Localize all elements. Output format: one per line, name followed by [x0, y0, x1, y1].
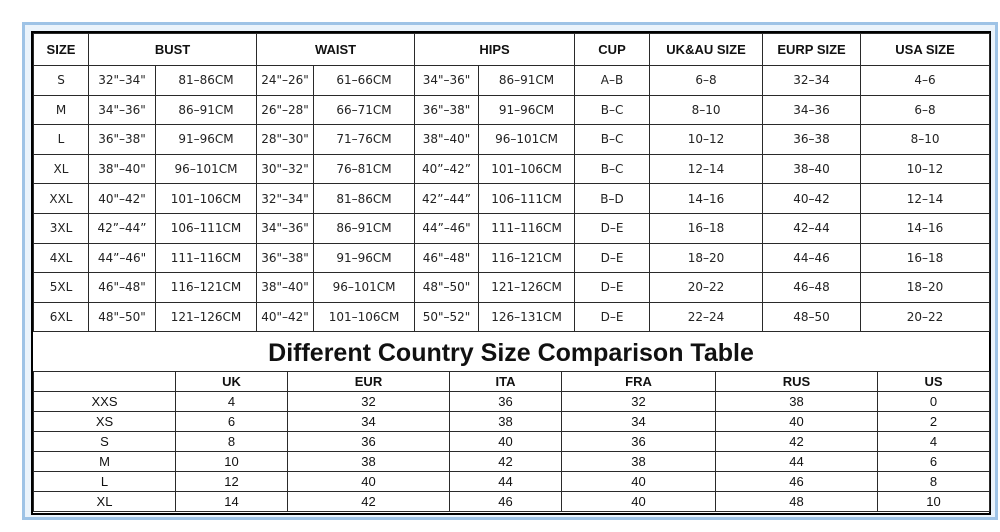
table-cell: 36"–38" — [415, 95, 479, 125]
size-header-cell: HIPS — [415, 34, 575, 66]
table-cell: S — [34, 432, 176, 452]
table-cell: 111–116CM — [479, 213, 575, 243]
table-cell: 38"–40" — [89, 154, 156, 184]
country-size-comparison-table — [33, 371, 990, 512]
table-row — [34, 302, 990, 332]
comparison-header-cell: FRA — [562, 372, 716, 392]
table-row — [34, 213, 990, 243]
table-cell: 48"–50" — [415, 273, 479, 303]
table-cell: 121–126CM — [479, 273, 575, 303]
comparison-header-cell: UK — [176, 372, 288, 392]
table-cell: 42–44 — [763, 213, 861, 243]
table-row — [34, 95, 990, 125]
table-cell: 44 — [450, 472, 562, 492]
table-cell: L — [34, 125, 89, 155]
table-cell: A–B — [575, 66, 650, 96]
table-cell: 36 — [450, 392, 562, 412]
size-header-cell: BUST — [89, 34, 257, 66]
size-header-cell: SIZE — [34, 34, 89, 66]
table-cell: 40 — [450, 432, 562, 452]
size-header-cell: WAIST — [257, 34, 415, 66]
table-cell: 36 — [288, 432, 450, 452]
table-cell: 4 — [176, 392, 288, 412]
table-cell: 106–111CM — [479, 184, 575, 214]
table-row — [34, 452, 990, 472]
table-cell: 24"–26" — [257, 66, 314, 96]
table-cell: 101–106CM — [156, 184, 257, 214]
table-cell: 2 — [878, 412, 990, 432]
table-cell: 18–20 — [861, 273, 990, 303]
table-cell: 12–14 — [861, 184, 990, 214]
table-cell: 16–18 — [650, 213, 763, 243]
table-cell: B–C — [575, 125, 650, 155]
table-row — [34, 392, 990, 412]
size-header-row — [34, 34, 990, 66]
table-cell: 4–6 — [861, 66, 990, 96]
table-cell: 8–10 — [650, 95, 763, 125]
table-cell: 40 — [562, 492, 716, 512]
comparison-title: Different Country Size Comparison Table — [268, 339, 754, 367]
size-header-cell: UK&AU SIZE — [650, 34, 763, 66]
table-cell: 38 — [450, 412, 562, 432]
table-row — [34, 273, 990, 303]
table-cell: 14–16 — [650, 184, 763, 214]
table-cell: 42 — [716, 432, 878, 452]
table-cell: 116–121CM — [479, 243, 575, 273]
comparison-header-cell: EUR — [288, 372, 450, 392]
table-cell: 6 — [176, 412, 288, 432]
table-cell: 12–14 — [650, 154, 763, 184]
table-cell: 20–22 — [861, 302, 990, 332]
table-cell: 40 — [716, 412, 878, 432]
table-cell: 38 — [288, 452, 450, 472]
table-cell: 10–12 — [861, 154, 990, 184]
table-cell: 44”–46" — [89, 243, 156, 273]
table-cell: 61–66CM — [314, 66, 415, 96]
table-cell: XL — [34, 154, 89, 184]
table-cell: 86–91CM — [156, 95, 257, 125]
table-cell: XXS — [34, 392, 176, 412]
table-row — [34, 66, 990, 96]
table-cell: 32"–34" — [89, 66, 156, 96]
table-cell: B–C — [575, 95, 650, 125]
comparison-header-row — [34, 372, 990, 392]
table-row — [34, 412, 990, 432]
table-cell: 126–131CM — [479, 302, 575, 332]
table-cell: 4XL — [34, 243, 89, 273]
table-cell: 91–96CM — [314, 243, 415, 273]
table-cell: 91–96CM — [156, 125, 257, 155]
table-cell: 81–86CM — [314, 184, 415, 214]
table-cell: 66–71CM — [314, 95, 415, 125]
table-cell: 48"–50" — [89, 302, 156, 332]
table-row — [34, 125, 990, 155]
table-cell: 30"–32" — [257, 154, 314, 184]
table-cell: 34–36 — [763, 95, 861, 125]
table-cell: 42 — [450, 452, 562, 472]
table-cell: 16–18 — [861, 243, 990, 273]
table-cell: XS — [34, 412, 176, 432]
table-cell: 44 — [716, 452, 878, 472]
table-cell: 40"–42" — [89, 184, 156, 214]
table-cell: 40 — [288, 472, 450, 492]
size-header-cell: EURP SIZE — [763, 34, 861, 66]
table-cell: 38"–40" — [257, 273, 314, 303]
table-cell: M — [34, 95, 89, 125]
table-cell: 36"–38" — [257, 243, 314, 273]
table-cell: 44”–46" — [415, 213, 479, 243]
table-cell: XL — [34, 492, 176, 512]
table-cell: L — [34, 472, 176, 492]
comparison-header-cell: RUS — [716, 372, 878, 392]
table-cell: 10 — [878, 492, 990, 512]
table-cell: 6XL — [34, 302, 89, 332]
table-cell: 38"–40" — [415, 125, 479, 155]
size-chart-table — [33, 33, 990, 332]
table-cell: 0 — [878, 392, 990, 412]
table-cell: 42”–44” — [89, 213, 156, 243]
table-cell: 96–101CM — [479, 125, 575, 155]
table-cell: 26"–28" — [257, 95, 314, 125]
comparison-header-cell — [34, 372, 176, 392]
table-row — [34, 243, 990, 273]
table-cell: 34"–36" — [257, 213, 314, 243]
table-cell: 48 — [716, 492, 878, 512]
table-cell: D–E — [575, 273, 650, 303]
table-cell: 96–101CM — [314, 273, 415, 303]
comparison-header-cell: US — [878, 372, 990, 392]
table-cell: 46–48 — [763, 273, 861, 303]
table-cell: 76–81CM — [314, 154, 415, 184]
table-cell: 34 — [562, 412, 716, 432]
table-row — [34, 154, 990, 184]
table-cell: 106–111CM — [156, 213, 257, 243]
table-cell: 12 — [176, 472, 288, 492]
table-cell: 50"–52" — [415, 302, 479, 332]
table-cell: 121–126CM — [156, 302, 257, 332]
table-cell: 42”–44” — [415, 184, 479, 214]
table-cell: 36 — [562, 432, 716, 452]
table-row — [34, 492, 990, 512]
table-cell: 10–12 — [650, 125, 763, 155]
table-cell: 5XL — [34, 273, 89, 303]
table-cell: 81–86CM — [156, 66, 257, 96]
table-cell: 36"–38" — [89, 125, 156, 155]
table-cell: 14 — [176, 492, 288, 512]
table-cell: 14–16 — [861, 213, 990, 243]
table-cell: 8 — [878, 472, 990, 492]
table-cell: 18–20 — [650, 243, 763, 273]
table-cell: 34 — [288, 412, 450, 432]
table-cell: 8–10 — [861, 125, 990, 155]
table-cell: 38 — [562, 452, 716, 472]
table-row — [34, 432, 990, 452]
table-cell: S — [34, 66, 89, 96]
table-row — [34, 472, 990, 492]
table-cell: 38 — [716, 392, 878, 412]
table-cell: 20–22 — [650, 273, 763, 303]
table-cell: 46 — [716, 472, 878, 492]
table-cell: 44–46 — [763, 243, 861, 273]
table-cell: 40"–42" — [257, 302, 314, 332]
table-cell: B–D — [575, 184, 650, 214]
size-header-cell: USA SIZE — [861, 34, 990, 66]
table-cell: B–C — [575, 154, 650, 184]
table-cell: XXL — [34, 184, 89, 214]
table-cell: 46 — [450, 492, 562, 512]
table-cell: 36–38 — [763, 125, 861, 155]
table-cell: 8 — [176, 432, 288, 452]
table-cell: 38–40 — [763, 154, 861, 184]
table-cell: 3XL — [34, 213, 89, 243]
table-cell: 4 — [878, 432, 990, 452]
table-cell: 46"–48" — [89, 273, 156, 303]
size-header-cell: CUP — [575, 34, 650, 66]
table-cell: 91–96CM — [479, 95, 575, 125]
table-cell: 28"–30" — [257, 125, 314, 155]
table-cell: D–E — [575, 243, 650, 273]
comparison-header-cell: ITA — [450, 372, 562, 392]
table-cell: 116–121CM — [156, 273, 257, 303]
table-cell: M — [34, 452, 176, 472]
table-cell: 10 — [176, 452, 288, 472]
table-cell: 34"–36" — [89, 95, 156, 125]
table-cell: 32"–34" — [257, 184, 314, 214]
table-cell: D–E — [575, 302, 650, 332]
table-cell: 101–106CM — [314, 302, 415, 332]
table-cell: 46"–48" — [415, 243, 479, 273]
table-cell: 40”–42” — [415, 154, 479, 184]
table-cell: 22–24 — [650, 302, 763, 332]
table-cell: 42 — [288, 492, 450, 512]
table-cell: 40–42 — [763, 184, 861, 214]
table-cell: 6–8 — [861, 95, 990, 125]
table-cell: 32 — [288, 392, 450, 412]
table-cell: 86–91CM — [479, 66, 575, 96]
table-cell: 32 — [562, 392, 716, 412]
table-cell: 111–116CM — [156, 243, 257, 273]
table-cell: 6–8 — [650, 66, 763, 96]
table-row — [34, 184, 990, 214]
table-cell: 34"–36" — [415, 66, 479, 96]
table-cell: 32–34 — [763, 66, 861, 96]
table-cell: 71–76CM — [314, 125, 415, 155]
table-cell: 101–106CM — [479, 154, 575, 184]
table-cell: 96–101CM — [156, 154, 257, 184]
table-cell: 86–91CM — [314, 213, 415, 243]
table-cell: D–E — [575, 213, 650, 243]
table-cell: 48–50 — [763, 302, 861, 332]
table-cell: 40 — [562, 472, 716, 492]
table-cell: 6 — [878, 452, 990, 472]
